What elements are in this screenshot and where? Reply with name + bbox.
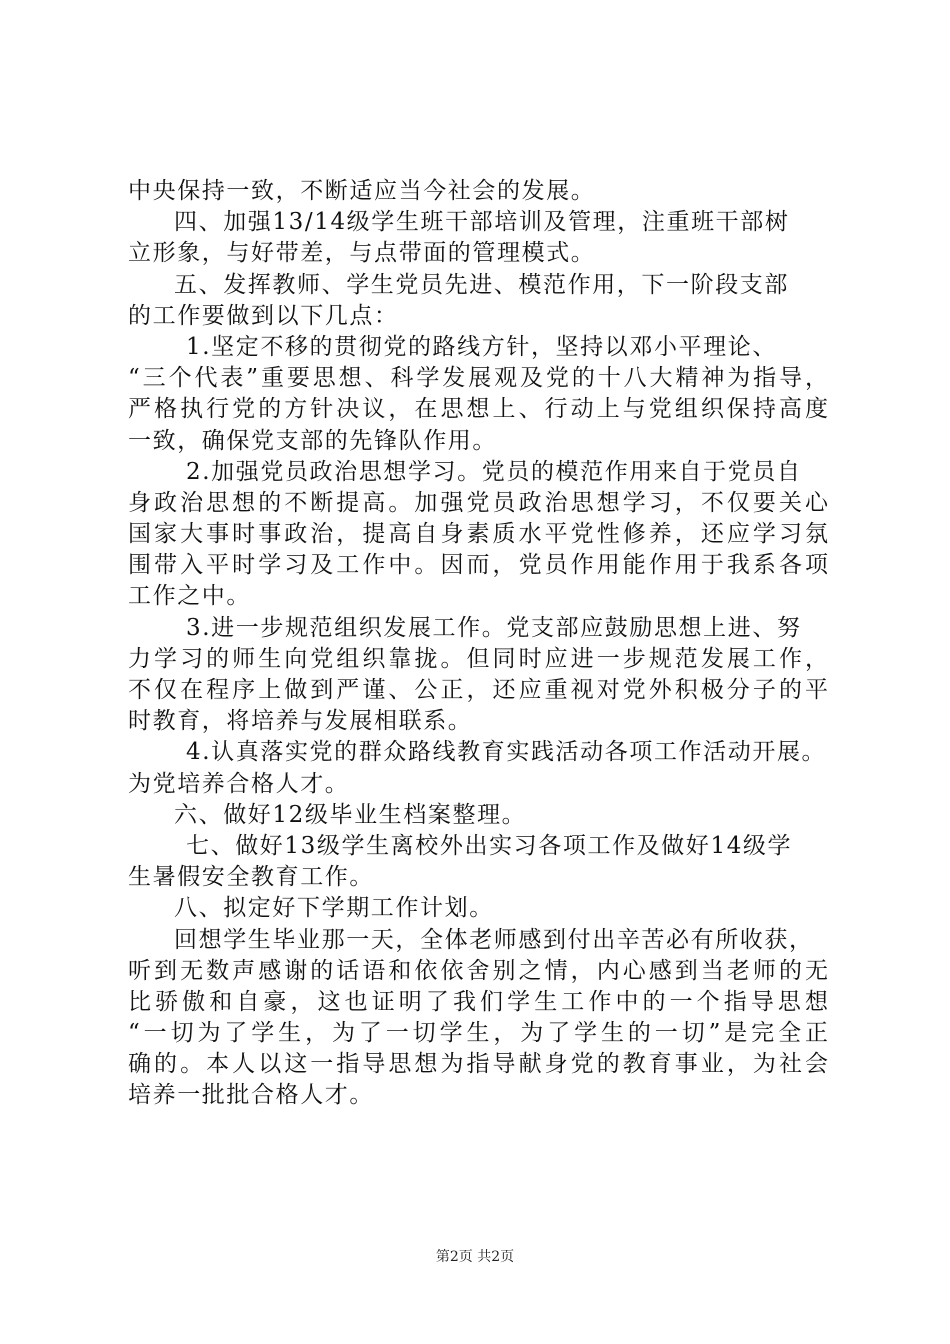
text-line: 2.加强党员政治思想学习。党员的模范作用来自于党员自 [186, 458, 802, 485]
text-line: 中央保持一致，不断适应当今社会的发展。 [128, 178, 596, 204]
text-line: 生暑假安全教育工作。 [128, 864, 374, 891]
text-line: 培养一批批合格人才。 [128, 1082, 374, 1109]
text-line: 4.认真落实党的群众路线教育实践活动各项工作活动开展。 [186, 739, 827, 766]
text-line: 严格执行党的方针决议，在思想上、行动上与党组织保持高度 [128, 396, 828, 423]
text-line: 八、拟定好下学期工作计划。 [174, 895, 494, 922]
text-line: 力学习的师生向党组织靠拢。但同时应进一步规范发展工作， [128, 645, 828, 672]
text-line: “一切为了学生，为了一切学生，为了学生的一切”是完全正 [128, 1020, 828, 1047]
text-line: 听到无数声感谢的话语和依依舍别之情，内心感到当老师的无 [128, 957, 828, 984]
text-line: 1.坚定不移的贯彻党的路线方针，坚持以邓小平理论、 [186, 333, 777, 360]
text-line: 国家大事时事政治，提高自身素质水平党性修养，还应学习氛 [128, 521, 828, 548]
text-line: 回想学生毕业那一天，全体老师感到付出辛苦必有所收获， [174, 926, 814, 953]
text-line: 围带入平时学习及工作中。因而，党员作用能作用于我系各项 [128, 552, 828, 579]
text-line: “三个代表”重要思想、科学发展观及党的十八大精神为指导， [128, 365, 828, 392]
text-line: 时教育，将培养与发展相联系。 [128, 708, 473, 735]
page-number-footer: 第2页 共2页 [435, 1249, 515, 1265]
text-line: 3.进一步规范组织发展工作。党支部应鼓励思想上进、努 [186, 614, 802, 641]
text-line: 身政治思想的不断提高。加强党员政治思想学习，不仅要关心 [128, 489, 828, 516]
document-body [128, 176, 828, 1112]
text-line: 的工作要做到以下几点： [128, 302, 399, 329]
text-line: 为党培养合格人才。 [128, 770, 350, 797]
text-line: 工作之中。 [128, 583, 251, 610]
text-line: 五、发挥教师、学生党员先进、模范作用，下一阶段支部 [174, 271, 789, 298]
text-line: 立形象，与好带差，与点带面的管理模式。 [128, 240, 596, 267]
text-line: 四、加强13/14级学生班干部培训及管理，注重班干部树 [174, 209, 790, 236]
text-line: 不仅在程序上做到严谨、公正，还应重视对党外积极分子的平 [128, 677, 828, 703]
text-line: 确的。本人以这一指导思想为指导献身党的教育事业，为社会 [128, 1051, 828, 1078]
text-line: 七、做好13级学生离校外出实习各项工作及做好14级学 [186, 832, 793, 859]
text-line: 六、做好12级毕业生档案整理。 [174, 801, 527, 828]
text-line: 一致，确保党支部的先锋队作用。 [128, 427, 497, 454]
text-line: 比骄傲和自豪，这也证明了我们学生工作中的一个指导思想 [128, 988, 828, 1015]
